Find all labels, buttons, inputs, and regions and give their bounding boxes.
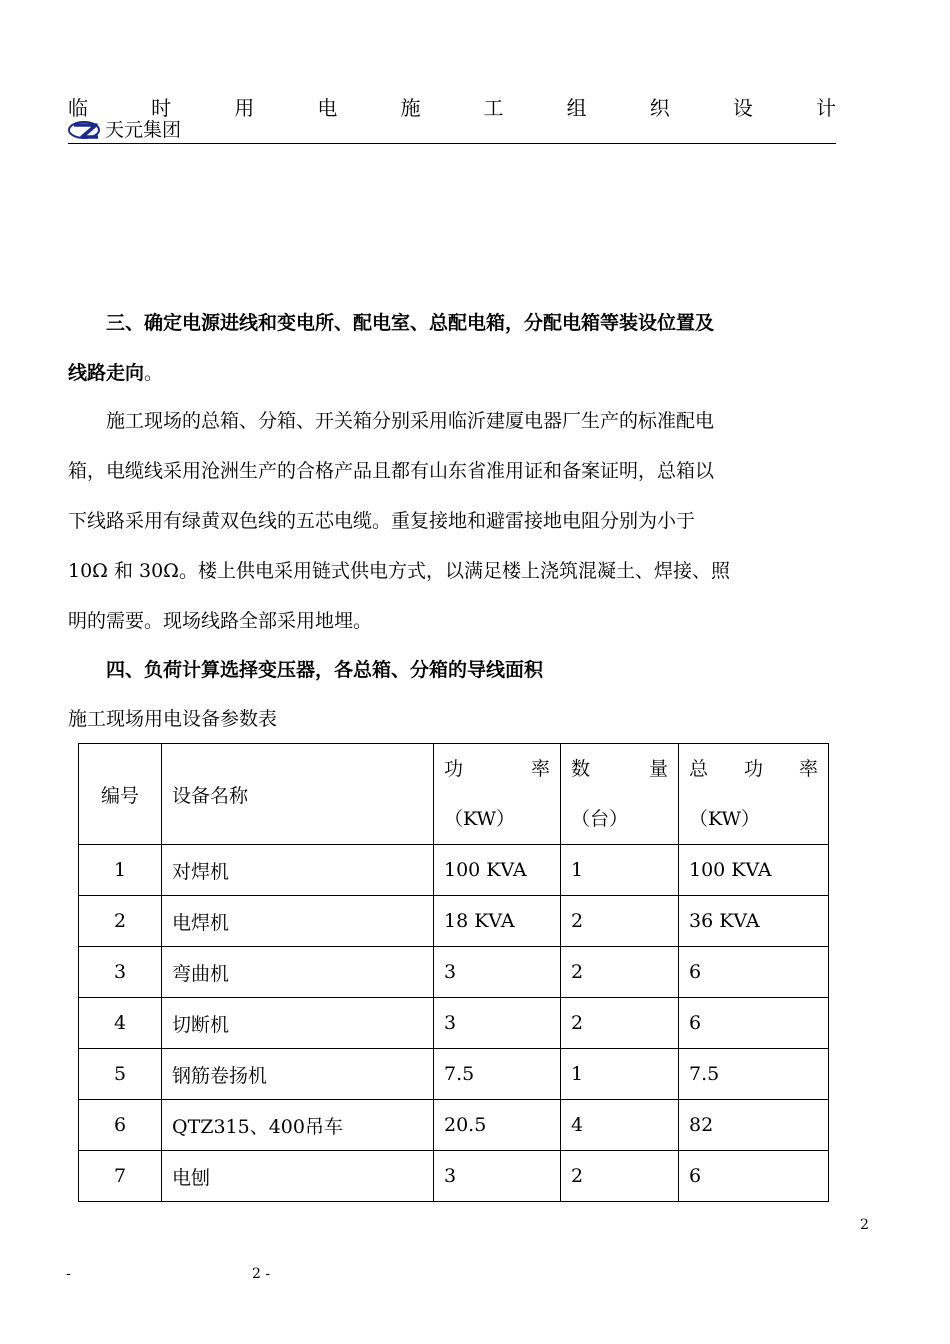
header-char: 施 xyxy=(400,96,421,120)
table-header-row xyxy=(79,744,829,845)
cell-qty: 1 xyxy=(561,845,679,896)
document-header-title xyxy=(68,92,836,121)
section-3-body-line: 明的需要。现场线路全部采用地埋。 xyxy=(68,610,373,632)
company-logo xyxy=(68,118,181,142)
cell-power: 3 xyxy=(434,1151,561,1202)
header-divider xyxy=(68,143,836,144)
header-char: 时 xyxy=(151,96,172,120)
header-char: 设 xyxy=(732,96,753,120)
header-total-char: 总 xyxy=(689,758,709,780)
cell-name: 对焊机 xyxy=(162,845,434,896)
header-total-char: 功 xyxy=(743,758,763,780)
cell-power: 3 xyxy=(434,998,561,1049)
page-number: 2 xyxy=(860,1217,869,1233)
section-3-heading-cont xyxy=(68,348,836,398)
section-3-heading-line1: 三、确定电源进线和变电所、配电室、总配电箱，分配电箱等装设位置及 xyxy=(106,312,715,334)
header-power xyxy=(434,744,561,845)
cell-total: 82 xyxy=(679,1100,829,1151)
cell-name: 弯曲机 xyxy=(162,947,434,998)
company-logo-icon xyxy=(68,119,104,141)
header-char: 临 xyxy=(68,96,88,120)
table-row xyxy=(79,1049,829,1100)
cell-no: 3 xyxy=(79,947,162,998)
section-3-body-line: 箱，电缆线采用沧洲生产的合格产品且都有山东省准用证和备案证明，总箱以 xyxy=(68,460,715,482)
header-total-char: 率 xyxy=(798,758,818,780)
cell-no: 4 xyxy=(79,998,162,1049)
table-row xyxy=(79,845,829,896)
table-row xyxy=(79,947,829,998)
section-3-heading-line2: 线路走向 xyxy=(68,362,145,384)
header-qty-char: 量 xyxy=(648,758,668,780)
table-row xyxy=(79,1100,829,1151)
section-3-heading xyxy=(68,298,836,348)
section-3-body-line: 下线路采用有绿黄双色线的五芯电缆。重复接地和避雷接地电阻分别为小于 xyxy=(68,510,696,532)
cell-no: 6 xyxy=(79,1100,162,1151)
cell-name: 电刨 xyxy=(162,1151,434,1202)
header-power-char: 功 xyxy=(444,758,464,780)
cell-name: 切断机 xyxy=(162,998,434,1049)
cell-no: 2 xyxy=(79,896,162,947)
company-name: 天元集团 xyxy=(105,119,182,141)
header-char: 电 xyxy=(317,96,338,120)
header-no: 编号 xyxy=(79,744,162,845)
cell-power: 3 xyxy=(434,947,561,998)
cell-total: 100 KVA xyxy=(679,845,829,896)
cell-total: 7.5 xyxy=(679,1049,829,1100)
cell-name: 电焊机 xyxy=(162,896,434,947)
header-qty xyxy=(561,744,679,845)
header-power-char: 率 xyxy=(530,758,550,780)
cell-total: 6 xyxy=(679,998,829,1049)
cell-total: 6 xyxy=(679,1151,829,1202)
cell-power: 20.5 xyxy=(434,1100,561,1151)
header-qty-unit: （台） xyxy=(571,808,629,830)
header-total-unit: （KW） xyxy=(689,808,761,830)
header-char: 计 xyxy=(815,96,836,120)
cell-no: 7 xyxy=(79,1151,162,1202)
table-caption: 施工现场用电设备参数表 xyxy=(68,708,278,730)
header-char: 织 xyxy=(649,96,670,120)
cell-power: 7.5 xyxy=(434,1049,561,1100)
header-char: 组 xyxy=(566,96,587,120)
cell-no: 1 xyxy=(79,845,162,896)
section-3-heading-punct: 。 xyxy=(144,362,164,384)
cell-no: 5 xyxy=(79,1049,162,1100)
table-row xyxy=(79,998,829,1049)
section-3-body-line: 施工现场的总箱、分箱、开关箱分别采用临沂建厦电器厂生产的标准配电 xyxy=(106,410,715,432)
cell-name: QTZ315、400吊车 xyxy=(162,1100,434,1151)
header-power-unit: （KW） xyxy=(444,808,516,830)
section-3-body-line: 10Ω 和 30Ω。楼上供电采用链式供电方式，以满足楼上浇筑混凝土、焊接、照 xyxy=(68,560,730,582)
cell-power: 100 KVA xyxy=(434,845,561,896)
cell-qty: 2 xyxy=(561,896,679,947)
header-total xyxy=(679,744,829,845)
cell-qty: 2 xyxy=(561,947,679,998)
cell-total: 36 KVA xyxy=(679,896,829,947)
footer-dash: - xyxy=(66,1266,71,1282)
header-char: 用 xyxy=(234,96,255,120)
cell-qty: 1 xyxy=(561,1049,679,1100)
cell-qty: 2 xyxy=(561,998,679,1049)
section-4-heading: 四、负荷计算选择变压器，各总箱、分箱的导线面积 xyxy=(106,659,544,681)
cell-qty: 4 xyxy=(561,1100,679,1151)
cell-total: 6 xyxy=(679,947,829,998)
header-char: 工 xyxy=(483,96,504,120)
footer-page-label: 2 - xyxy=(252,1266,271,1282)
table-row xyxy=(79,896,829,947)
table-row xyxy=(79,1151,829,1202)
header-qty-char: 数 xyxy=(571,758,591,780)
cell-name: 钢筋卷扬机 xyxy=(162,1049,434,1100)
equipment-table xyxy=(78,743,829,1202)
header-name: 设备名称 xyxy=(162,744,434,845)
cell-qty: 2 xyxy=(561,1151,679,1202)
cell-power: 18 KVA xyxy=(434,896,561,947)
